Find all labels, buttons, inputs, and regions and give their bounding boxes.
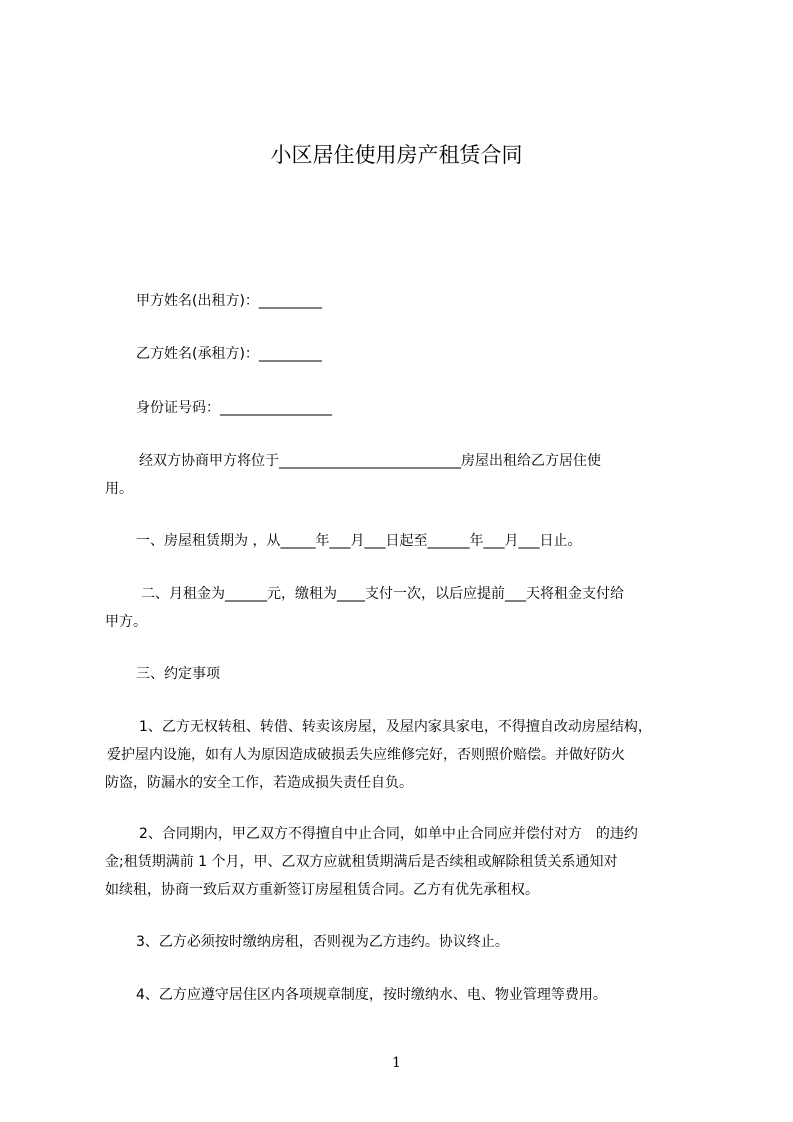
- page-number: 1: [392, 1055, 401, 1071]
- item-1-paragraph: [105, 713, 700, 797]
- party-a-line: 甲方姓名(出租方)：_________: [136, 293, 322, 309]
- item-1-line-1: 1、乙方无权转租、转借、转卖该房屋，及屋内家具家电，不得擅自改动房屋结构，: [139, 719, 652, 735]
- item-4: 4、乙方应遵守居住区内各项规章制度，按时缴纳水、电、物业管理等费用。: [136, 987, 607, 1003]
- clause-3-heading: 三、约定事项: [136, 666, 220, 682]
- document-title: 小区居住使用房产租赁合同: [270, 143, 523, 167]
- id-number-line: 身份证号码：________________: [136, 400, 332, 416]
- item-1-line-2: 爱护屋内设施，如有人为原因造成破损丢失应维修完好，否则照价赔偿。并做好防火: [107, 747, 625, 763]
- intro-line-1: 经双方协商甲方将位于__________________________房屋出租给乙方居住使: [139, 453, 601, 469]
- intro-line-2: 用。: [105, 481, 133, 497]
- intro-paragraph: [105, 447, 705, 503]
- item-1-line-3: 防盗，防漏水的安全工作，若造成损失责任自负。: [105, 775, 413, 791]
- clause-2-paragraph: [105, 580, 705, 636]
- clause-2-line-2: 甲方。: [105, 614, 147, 630]
- item-2-line-2: 金;租赁期满前 1 个月，甲、乙双方应就租赁期满后是否续租或解除租赁关系通知对: [105, 854, 618, 870]
- item-2-line-1: 2、合同期内，甲乙双方不得擅自中止合同，如单中止合同应并偿付对方 的违约: [139, 826, 638, 842]
- item-2-line-3: 如续租，协商一致后双方重新签订房屋租赁合同。乙方有优先承租权。: [105, 882, 539, 898]
- item-2-paragraph: [105, 820, 695, 904]
- clause-1: 一、房屋租赁期为 ，从_____年___月___日起至______年___月___日止。: [136, 533, 582, 549]
- party-b-line: 乙方姓名(承租方)：_________: [136, 346, 322, 362]
- item-3: 3、乙方必须按时缴纳房租，否则视为乙方违约。协议终止。: [136, 934, 509, 950]
- clause-2-line-1: 二、月租金为______元，缴租为____支付一次，以后应提前___天将租金支付给: [141, 586, 624, 602]
